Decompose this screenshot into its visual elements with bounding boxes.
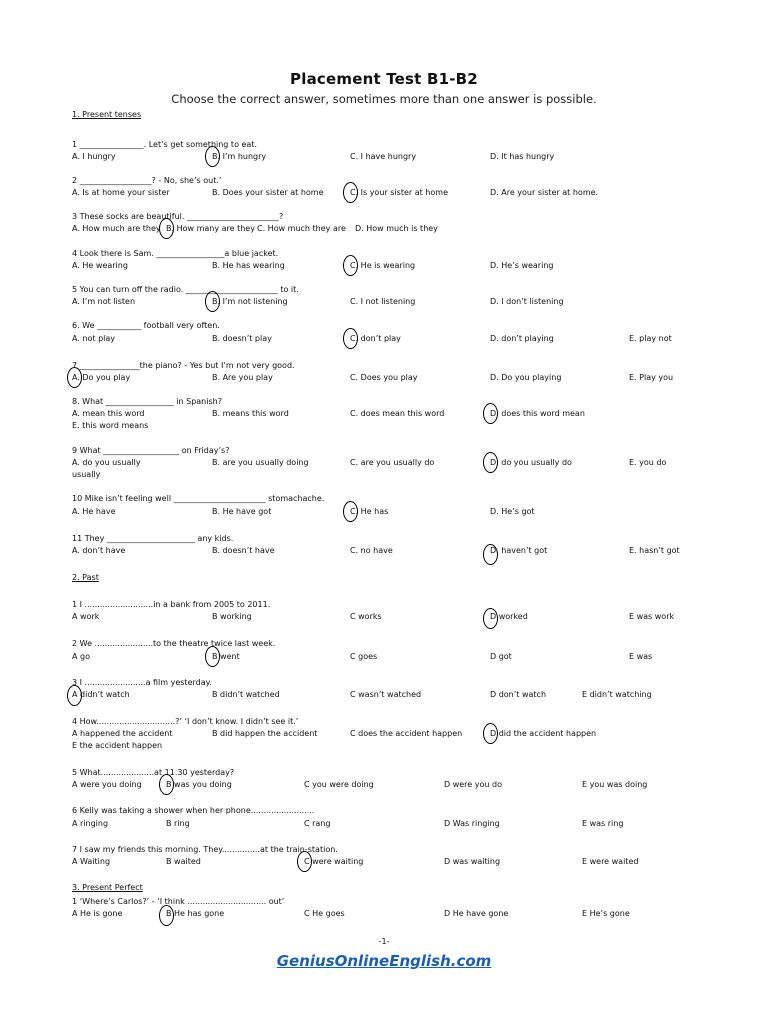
answer-circle-mark — [483, 723, 498, 744]
answer-option[interactable]: B. doesn’t have — [212, 546, 275, 555]
answer-circle-mark — [343, 328, 358, 349]
answer-option[interactable]: C. How much they are — [257, 224, 346, 233]
answer-option[interactable]: A work — [72, 612, 100, 621]
section-heading: 2. Past — [72, 573, 99, 582]
answer-option[interactable]: D. He’s got — [490, 507, 535, 516]
answer-option[interactable]: D. How much is they — [355, 224, 438, 233]
answer-circle-mark — [205, 146, 220, 167]
question-text: 5 What.....................at 11.30 yesterday? — [72, 768, 235, 777]
answer-circle-mark — [67, 367, 82, 388]
question-text: 9 What ___________________ on Friday’s? — [72, 446, 230, 455]
question-text: 3 I ........................a film yesterday. — [72, 678, 212, 687]
answer-option[interactable]: D were you do — [444, 780, 502, 789]
answer-option[interactable]: D. do you usually do — [490, 458, 572, 467]
answer-circle-mark — [159, 905, 174, 926]
answer-option[interactable]: D. I don’t listening — [490, 297, 564, 306]
question-text: 10 Mike isn’t feeling well _______________________ stomachache. — [72, 494, 325, 503]
answer-option[interactable]: C does the accident happen — [350, 729, 463, 738]
answer-option[interactable]: D. does this word mean — [490, 409, 585, 418]
answer-option[interactable]: B. I’m hungry — [212, 152, 267, 161]
answer-option[interactable]: B was you doing — [166, 780, 232, 789]
answer-option[interactable]: B. I’m not listening — [212, 297, 288, 306]
answer-option[interactable]: E. Play you — [629, 373, 674, 382]
question-text: 11 They ______________________ any kids. — [72, 534, 234, 543]
answer-option[interactable]: D got — [490, 652, 512, 661]
answer-option[interactable]: B. means this word — [212, 409, 289, 418]
answer-option[interactable]: A He is gone — [72, 909, 123, 918]
section-heading: 3. Present Perfect — [72, 883, 143, 892]
answer-circle-mark — [483, 608, 498, 629]
answer-option[interactable]: A. do you usually — [72, 458, 141, 467]
answer-option[interactable]: B. He has wearing — [212, 261, 285, 270]
answer-circle-mark — [159, 218, 174, 239]
question-text: 6 Kelly was taking a shower when her phone......................... — [72, 806, 315, 815]
answer-circle-mark — [343, 255, 358, 276]
answer-option[interactable]: B ring — [166, 819, 190, 828]
answer-circle-mark — [205, 291, 220, 312]
answer-option[interactable]: D He have gone — [444, 909, 509, 918]
answer-option[interactable]: E. hasn’t got — [629, 546, 680, 555]
answer-option[interactable]: D. Are your sister at home. — [490, 188, 599, 197]
question-text: 4 How...............................?’ ‘I don’t know. I didn’t see it.’ — [72, 717, 299, 726]
answer-option[interactable]: C. Does you play — [350, 373, 418, 382]
answer-option[interactable]: B went — [212, 652, 240, 661]
question-text: 1 I ...........................in a bank from 2005 to 2011. — [72, 600, 271, 609]
answer-option[interactable]: E were waited — [582, 857, 639, 866]
answer-circle-mark — [205, 646, 220, 667]
answer-option[interactable]: D was waiting — [444, 857, 501, 866]
answer-option[interactable]: C. He has — [350, 507, 389, 516]
answer-option[interactable]: A. He wearing — [72, 261, 128, 270]
answer-option[interactable]: B. are you usually doing — [212, 458, 309, 467]
answer-circle-mark — [483, 452, 498, 473]
question-text: 7 _______________the piano? - Yes but I’m not very good. — [72, 361, 295, 370]
answer-option[interactable]: B. Are you play — [212, 373, 273, 382]
question-text: 5 You can turn off the radio. _______________________ to it. — [72, 285, 299, 294]
answer-option[interactable]: C works — [350, 612, 382, 621]
question-text: 2 __________________? - No, she’s out.’ — [72, 176, 222, 185]
answer-circle-mark — [483, 403, 498, 424]
answer-option[interactable]: C were waiting — [304, 857, 364, 866]
answer-option[interactable]: E. you do — [629, 458, 667, 467]
answer-option[interactable]: B. He have got — [212, 507, 272, 516]
answer-option[interactable]: A ringing — [72, 819, 109, 828]
answer-circle-mark — [159, 774, 174, 795]
answer-option[interactable]: A. I hungry — [72, 152, 116, 161]
section-heading: 1. Present tenses — [72, 110, 142, 119]
answer-option[interactable]: A. I’m not listen — [72, 297, 136, 306]
answer-option[interactable]: D. don’t playing — [490, 334, 554, 343]
answer-option[interactable]: C rang — [304, 819, 331, 828]
answer-option[interactable]: D. He’s wearing — [490, 261, 554, 270]
answer-option[interactable]: A Waiting — [72, 857, 111, 866]
answer-option[interactable]: E you was doing — [582, 780, 648, 789]
answer-option[interactable]: C. no have — [350, 546, 393, 555]
answer-option[interactable]: B did happen the accident — [212, 729, 318, 738]
answer-option[interactable]: C. does mean this word — [350, 409, 445, 418]
answer-option[interactable]: A. mean this word — [72, 409, 145, 418]
answer-circle-mark — [343, 182, 358, 203]
answer-option[interactable]: E was ring — [582, 819, 624, 828]
answer-option[interactable]: B working — [212, 612, 252, 621]
answer-option[interactable]: A were you doing — [72, 780, 142, 789]
answer-option[interactable]: C. Is your sister at home — [350, 188, 448, 197]
answer-option[interactable]: D. It has hungry — [490, 152, 555, 161]
footer-link[interactable]: GeniusOnlineEnglish.com — [276, 952, 492, 970]
question-text: 3 These socks are beautiful. _______________________? — [72, 212, 284, 221]
answer-option[interactable]: B didn’t watched — [212, 690, 280, 699]
answer-circle-mark — [297, 851, 312, 872]
answer-option[interactable]: D. Do you playing — [490, 373, 562, 382]
answer-option[interactable]: E He’s gone — [582, 909, 630, 918]
answer-option[interactable]: B waited — [166, 857, 201, 866]
answer-option[interactable]: A didn’t watch — [72, 690, 130, 699]
answer-option[interactable]: D don’t watch — [490, 690, 547, 699]
question-text: 2 We .......................to the theatre twice last week. — [72, 639, 276, 648]
answer-option[interactable]: D Was ringing — [444, 819, 500, 828]
answer-option[interactable]: A. don’t have — [72, 546, 126, 555]
answer-option-continued: usually — [72, 470, 101, 479]
answer-option[interactable]: D worked — [490, 612, 528, 621]
answer-option[interactable]: A. Is at home your sister — [72, 188, 170, 197]
answer-option[interactable]: C. don’t play — [350, 334, 401, 343]
answer-option[interactable]: A. He have — [72, 507, 116, 516]
answer-option[interactable]: B He has gone — [166, 909, 225, 918]
page-title: Placement Test B1-B2 — [290, 70, 478, 88]
question-text: 1 ________________. Let’s get something to eat. — [72, 140, 258, 149]
answer-option[interactable]: C. He is wearing — [350, 261, 416, 270]
answer-option[interactable]: C wasn’t watched — [350, 690, 422, 699]
question-text: 8. What _________________ in Spanish? — [72, 397, 222, 406]
answer-option[interactable]: C. are you usually do — [350, 458, 435, 467]
answer-option[interactable]: C. I not listening — [350, 297, 416, 306]
answer-option[interactable]: A. How much are they — [72, 224, 161, 233]
answer-option[interactable]: C goes — [350, 652, 378, 661]
answer-option[interactable]: A go — [72, 652, 90, 661]
page-number: -1- — [378, 937, 390, 946]
answer-circle-mark — [67, 685, 82, 706]
answer-option[interactable]: D. haven’t got — [490, 546, 548, 555]
answer-option[interactable]: C. I have hungry — [350, 152, 417, 161]
answer-option[interactable]: B. doesn’t play — [212, 334, 272, 343]
answer-option[interactable]: E. play not — [629, 334, 672, 343]
answer-circle-mark — [483, 544, 498, 565]
answer-option[interactable]: E was work — [629, 612, 675, 621]
question-text: 4 Look there is Sam. _________________a blue jacket. — [72, 249, 279, 258]
answer-option[interactable]: C you were doing — [304, 780, 374, 789]
answer-option[interactable]: A happened the accident — [72, 729, 173, 738]
question-text: 1 ‘Where’s Carlos?’ - ‘I think ............................... out’ — [72, 897, 285, 906]
answer-option[interactable]: C He goes — [304, 909, 345, 918]
answer-option[interactable]: E. this word means — [72, 421, 149, 430]
answer-option[interactable]: D did the accident happen — [490, 729, 597, 738]
page-subtitle: Choose the correct answer, sometimes more than one answer is possible. — [171, 92, 597, 106]
answer-option[interactable]: E didn’t watching — [582, 690, 652, 699]
answer-option[interactable]: A. Do you play — [72, 373, 131, 382]
answer-circle-mark — [343, 501, 358, 522]
answer-option[interactable]: E the accident happen — [72, 741, 163, 750]
answer-option[interactable]: B. Does your sister at home — [212, 188, 324, 197]
question-text: 6. We ___________ football very often. — [72, 321, 220, 330]
answer-option[interactable]: E was — [629, 652, 653, 661]
answer-option[interactable]: B. How many are they — [166, 224, 255, 233]
question-text: 7 I saw my friends this morning. They...............at the train-station. — [72, 845, 338, 854]
answer-option[interactable]: A. not play — [72, 334, 115, 343]
